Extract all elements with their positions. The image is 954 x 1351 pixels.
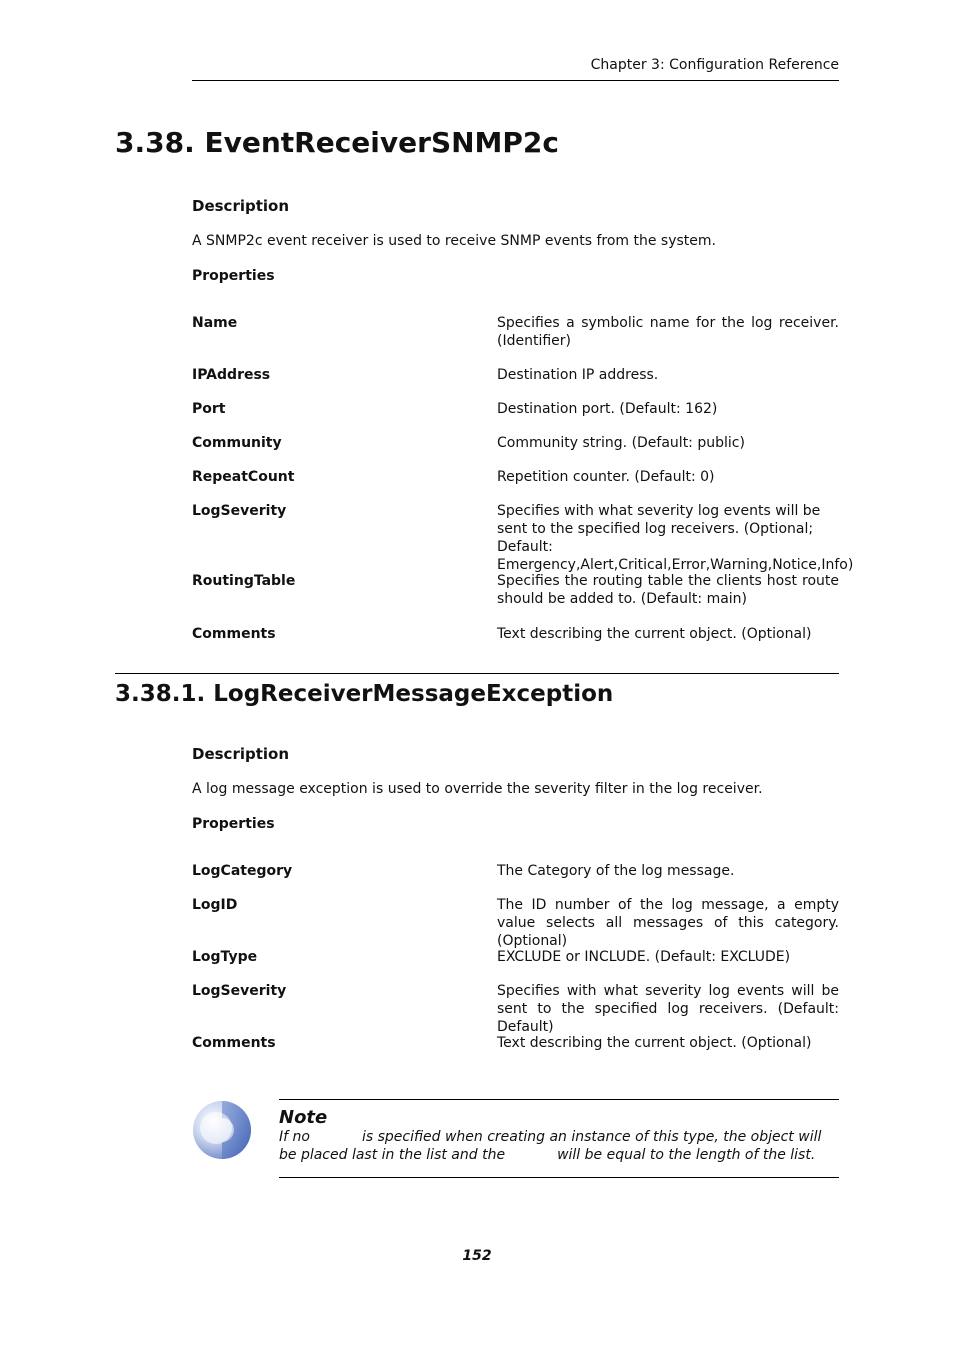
- property-name: IPAddress: [192, 367, 271, 383]
- property-desc: Destination IP address.: [497, 367, 659, 383]
- property-desc: EXCLUDE or INCLUDE. (Default: EXCLUDE): [497, 949, 791, 965]
- property-name: Port: [192, 401, 226, 417]
- note-top-rule: [279, 1099, 839, 1100]
- property-name: LogSeverity: [192, 983, 287, 999]
- running-header: Chapter 3: Configuration Reference: [590, 57, 839, 73]
- properties-heading: Properties: [192, 816, 275, 832]
- property-name: Name: [192, 315, 238, 331]
- property-desc: Destination port. (Default: 162): [497, 401, 718, 417]
- section-rule: [115, 673, 839, 674]
- description-text: A SNMP2c event receiver is used to receive SNMP events from the system.: [192, 233, 716, 249]
- description-heading: Description: [192, 197, 290, 215]
- property-name: Comments: [192, 1035, 276, 1051]
- section-title: 3.38. EventReceiverSNMP2c: [115, 126, 560, 159]
- property-desc: The Category of the log message.: [497, 863, 735, 879]
- note-text: [279, 1128, 839, 1164]
- property-desc: Repetition counter. (Default: 0): [497, 469, 715, 485]
- property-desc: Community string. (Default: public): [497, 435, 745, 451]
- property-name: LogType: [192, 949, 258, 965]
- header-rule: [192, 80, 839, 81]
- property-name: LogCategory: [192, 863, 293, 879]
- note-text-part: will be equal to the length of the list.: [557, 1147, 816, 1163]
- property-desc: Specifies with what severity log events will be sent to the specified log receivers. (Default: Default): [497, 983, 839, 1035]
- description-heading: Description: [192, 745, 290, 763]
- note-icon: [192, 1100, 252, 1160]
- property-desc: Text describing the current object. (Optional): [497, 626, 812, 642]
- page-number: 152: [462, 1248, 492, 1264]
- subsection-title: 3.38.1. LogReceiverMessageException: [115, 681, 614, 707]
- property-desc: Specifies a symbolic name for the log receiver. (Identifier): [497, 315, 839, 349]
- property-desc: Specifies with what severity log events will be sent to the specified log receivers. (Optional; Default: Emergency,Alert,Critical,Error,Warning,Notice,Info): [497, 503, 854, 573]
- note-title: Note: [279, 1107, 328, 1128]
- property-name: LogID: [192, 897, 238, 913]
- property-name: RepeatCount: [192, 469, 295, 485]
- note-text-part: is specified when creating an instance of this type, the object will be placed last in the list and the: [279, 1129, 822, 1163]
- property-name: LogSeverity: [192, 503, 287, 519]
- property-desc: Specifies the routing table the clients host route should be added to. (Default: main): [497, 573, 839, 607]
- property-name: Community: [192, 435, 282, 451]
- note-bottom-rule: [279, 1177, 839, 1178]
- note-text-part: If no: [279, 1129, 310, 1145]
- property-desc: The ID number of the log message, a empty value selects all messages of this category. (Optional): [497, 897, 839, 949]
- property-desc: Text describing the current object. (Optional): [497, 1035, 812, 1051]
- property-name: RoutingTable: [192, 573, 296, 589]
- property-name: Comments: [192, 626, 276, 642]
- properties-heading: Properties: [192, 268, 275, 284]
- description-text: A log message exception is used to override the severity filter in the log receiver.: [192, 781, 763, 797]
